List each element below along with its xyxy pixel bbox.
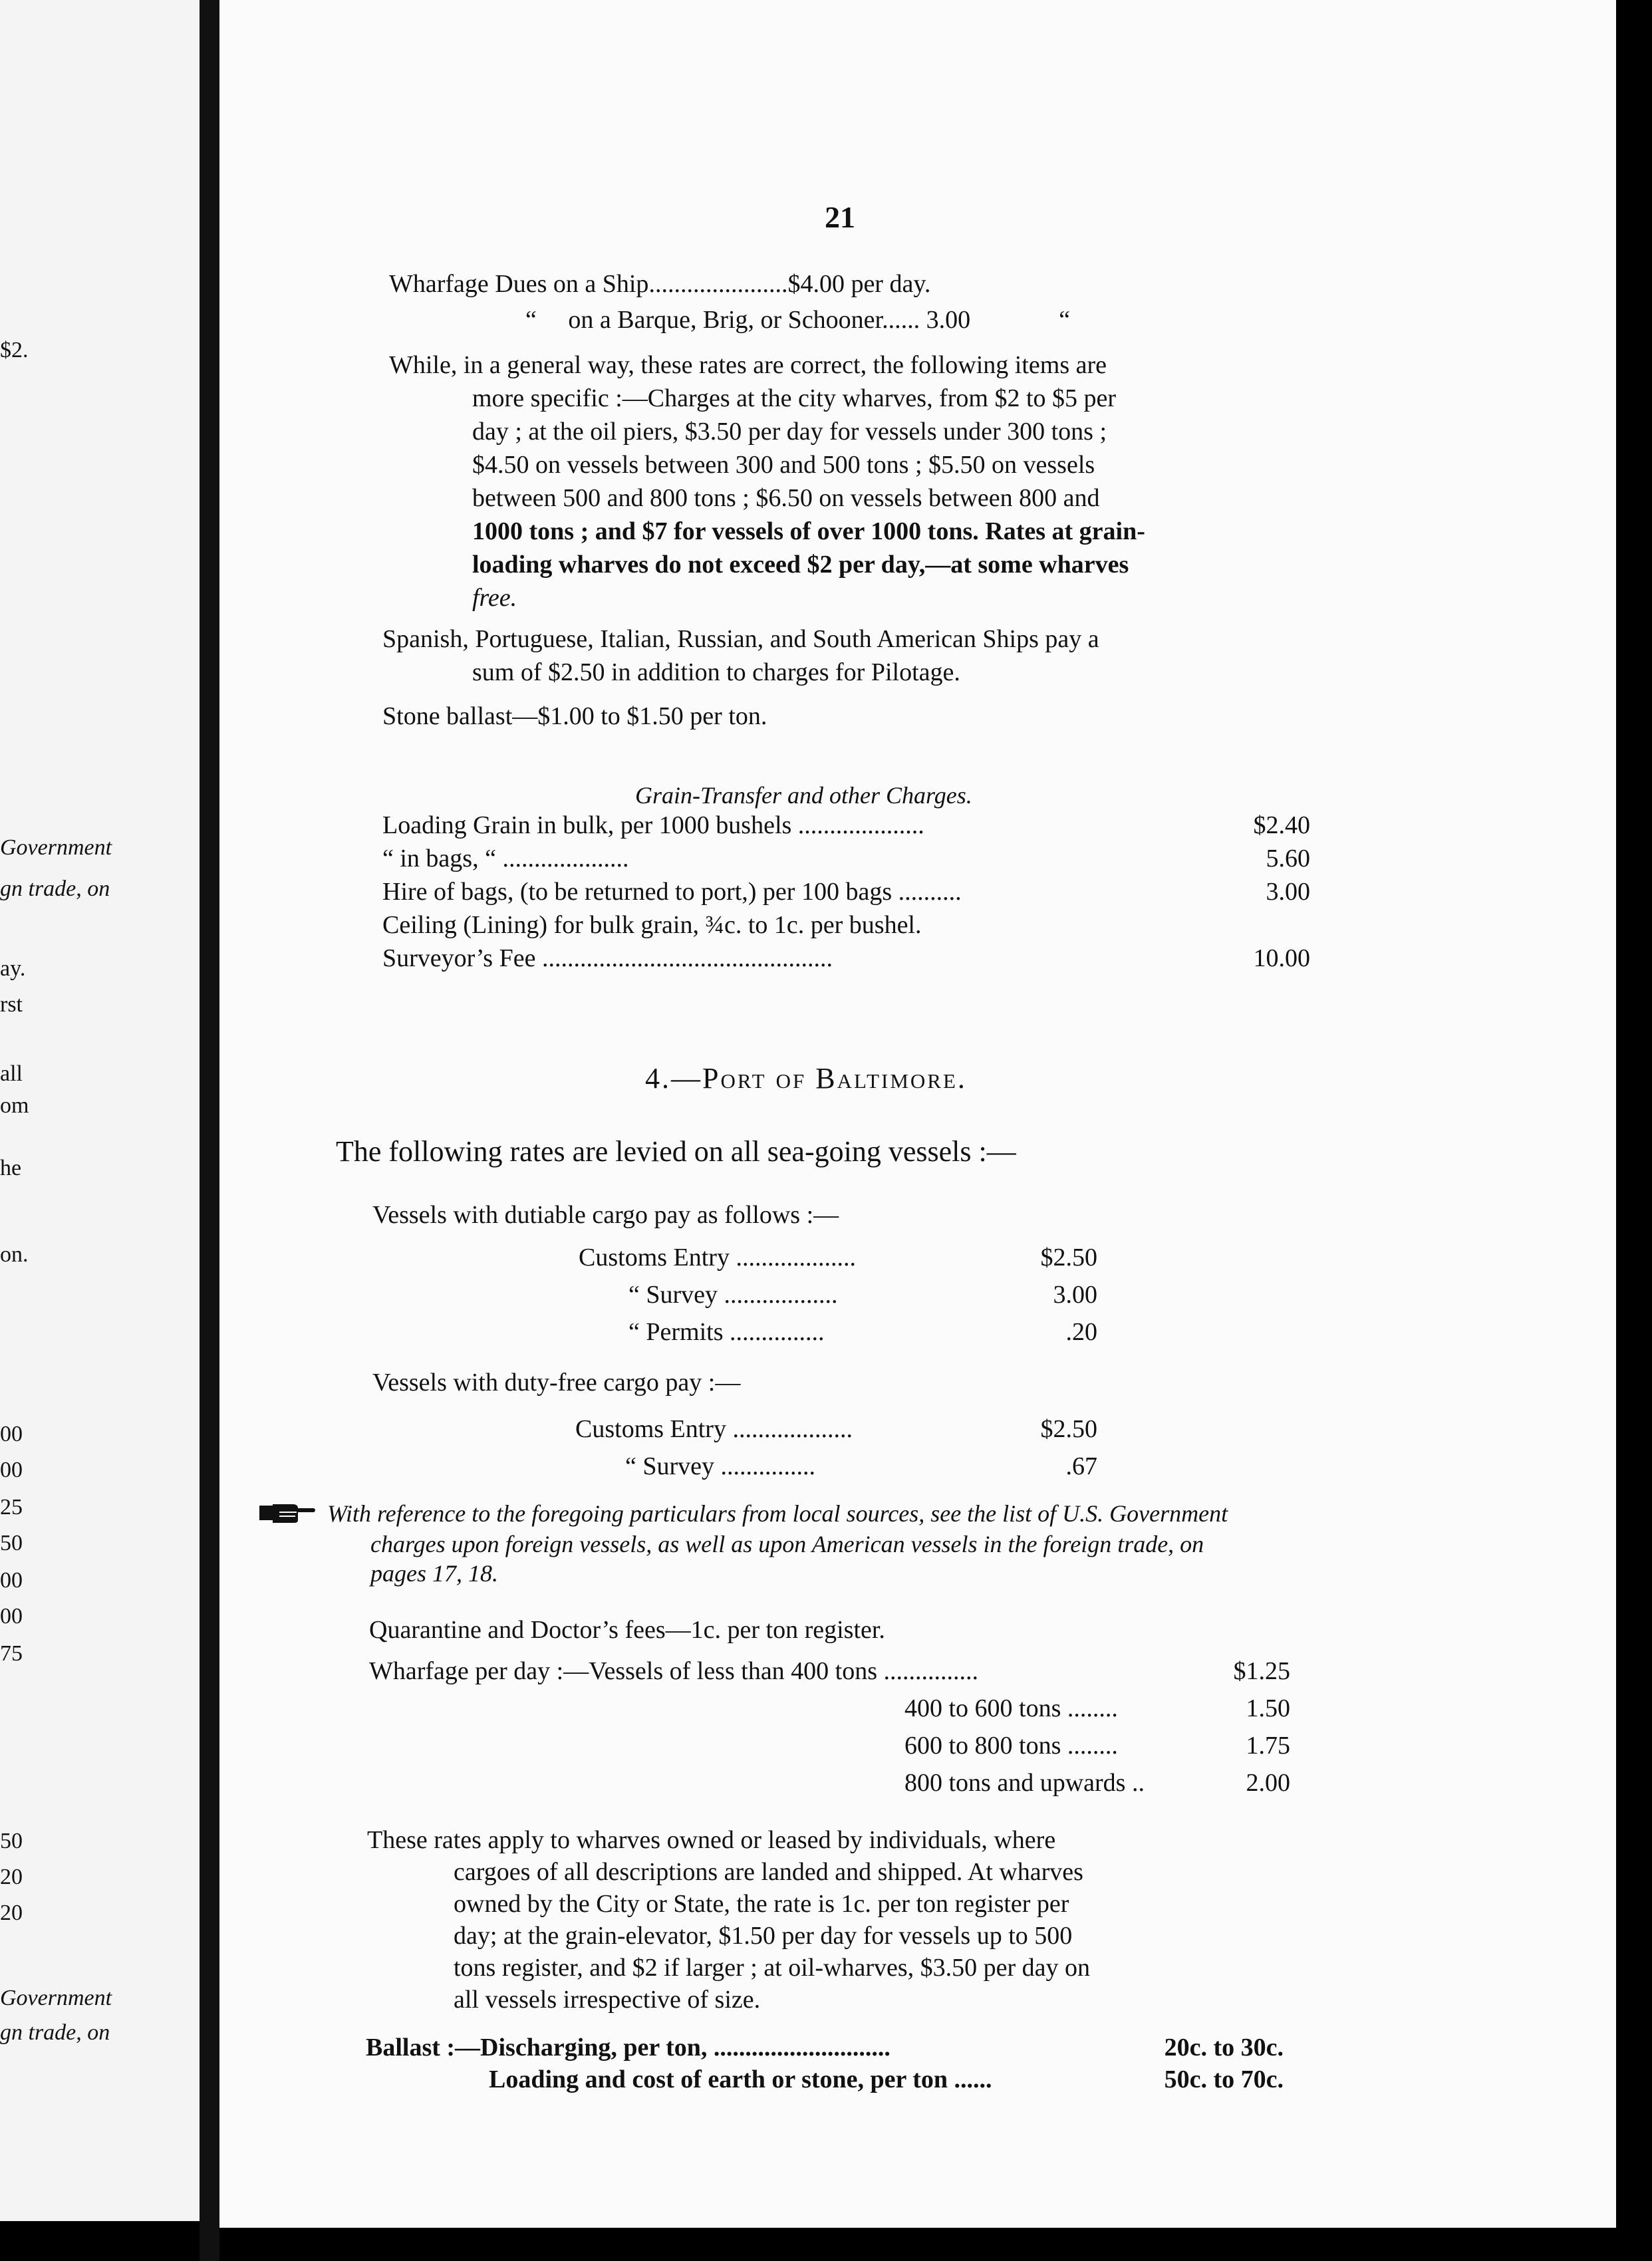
grain-charge-label: “ in bags, “ xyxy=(382,845,496,872)
spanish-ships-line-2: sum of $2.50 in addition to charges for Pilotage. xyxy=(472,658,960,686)
facing-page-text: 20 xyxy=(0,1901,23,1925)
facing-page-text: 25 xyxy=(0,1495,23,1520)
grain-charge-row xyxy=(382,846,628,871)
book-gutter xyxy=(200,0,219,2261)
ballast-rate-label: Loading and cost of earth or stone, per ton xyxy=(489,2065,948,2093)
leader-dots: ............... xyxy=(714,1452,816,1480)
wharfage-ship-label: Wharfage Dues on a Ship xyxy=(389,270,649,298)
facing-page-text: 50 xyxy=(0,1531,23,1555)
rates-paragraph-line: cargoes of all descriptions are landed and shipped. At wharves xyxy=(454,1858,1083,1886)
grain-charge-row xyxy=(382,879,962,904)
leader-dots: .................. xyxy=(718,1281,838,1309)
rates-paragraph-line: day; at the grain-elevator, $1.50 per day for vessels up to 500 xyxy=(454,1922,1073,1950)
facing-page-text: all xyxy=(0,1061,23,1086)
grain-charge-row xyxy=(382,813,924,838)
paragraph-line: more specific :—Charges at the city wharves, from $2 to $5 per xyxy=(472,384,1117,412)
leader-dots: .............................................. xyxy=(535,944,833,972)
facing-page-text: rst xyxy=(0,992,23,1017)
grain-charge-amount: 10.00 xyxy=(1253,944,1310,972)
paragraph-line: 1000 tons ; and $7 for vessels of over 1000 tons. Rates at grain- xyxy=(472,517,1145,545)
facing-page-text: 75 xyxy=(0,1641,23,1666)
facing-page-text: $2. xyxy=(0,338,29,362)
paragraph-line: While, in a general way, these rates are correct, the following items are xyxy=(389,351,1107,379)
leader-dots: ................... xyxy=(726,1415,853,1443)
paragraph-line: loading wharves do not exceed $2 per day,—at some wharves xyxy=(472,551,1129,579)
facing-page-text: om xyxy=(0,1093,29,1118)
wharfage-ship-amount: $4.00 per day. xyxy=(787,270,931,298)
note-line: pages 17, 18. xyxy=(370,1560,498,1587)
ballast-rate-row xyxy=(366,2035,891,2060)
leader-dots: .................... xyxy=(495,845,629,872)
spanish-ships-line-1: Spanish, Portuguese, Italian, Russian, and South American Ships pay a xyxy=(382,625,1099,653)
wharfage-rate-amount: 2.00 xyxy=(1246,1769,1290,1797)
paragraph-line: day ; at the oil piers, $3.50 per day for vessels under 300 tons ; xyxy=(472,418,1107,446)
grain-charge-label: Hire of bags, (to be returned to port,) per 100 bags xyxy=(382,878,893,906)
wharfage-barque-amount: 3.00 xyxy=(926,306,971,334)
dutyfree-charge-row xyxy=(625,1454,815,1479)
facing-page-text: 20 xyxy=(0,1865,23,1889)
note-line: charges upon foreign vessels, as well as upon American vessels in the foreign trade, on xyxy=(370,1531,1204,1557)
dutyfree-charge-row xyxy=(575,1416,853,1442)
grain-charge-label: Loading Grain in bulk, per 1000 bushels xyxy=(382,811,792,839)
leader-dots: ............... xyxy=(723,1318,825,1346)
ditto-mark: “ xyxy=(1059,306,1070,334)
wharfage-rate-amount: 1.75 xyxy=(1246,1732,1290,1760)
rates-paragraph-line: tons register, and $2 if larger ; at oil-wharves, $3.50 per day on xyxy=(454,1954,1091,1982)
grain-charge-amount: 5.60 xyxy=(1266,845,1310,872)
leader-dots: ........ xyxy=(1061,1732,1118,1760)
rates-paragraph-line: owned by the City or State, the rate is 1c. per ton register per xyxy=(454,1890,1069,1918)
dutyfree-charge-amount: $2.50 xyxy=(1040,1415,1097,1443)
quarantine-line: Quarantine and Doctor’s fees—1c. per ton register. xyxy=(369,1616,885,1644)
dutyfree-cargo-intro: Vessels with duty-free cargo pay :— xyxy=(372,1369,741,1396)
paragraph-line: $4.50 on vessels between 300 and 500 tons ; $5.50 on vessels xyxy=(472,451,1095,479)
dutyfree-charge-label: “ Survey xyxy=(625,1452,715,1480)
wharfage-rate-label: 600 to 800 tons xyxy=(904,1732,1061,1760)
wharfage-ship-line xyxy=(389,271,1546,297)
leader-dots: ........ xyxy=(1061,1694,1118,1722)
stone-ballast-line: Stone ballast—$1.00 to $1.50 per ton. xyxy=(382,702,767,730)
leader-dots: ................... xyxy=(729,1244,856,1271)
dutiable-charge-label: Customs Entry xyxy=(579,1244,730,1271)
facing-page-text: he xyxy=(0,1156,22,1180)
dutiable-charge-row xyxy=(628,1319,824,1345)
dutiable-charge-label: “ Survey xyxy=(628,1281,718,1309)
dutyfree-charge-amount: .67 xyxy=(1065,1452,1097,1480)
grain-charge-label: Surveyor’s Fee xyxy=(382,944,536,972)
dutiable-charge-label: “ Permits xyxy=(628,1318,724,1346)
facing-page-text: on. xyxy=(0,1242,29,1267)
wharfage-rate-amount: 1.50 xyxy=(1246,1694,1290,1722)
ballast-rate-label: Ballast :—Discharging, per ton, xyxy=(366,2034,708,2062)
dutyfree-charge-label: Customs Entry xyxy=(575,1415,726,1443)
leader-dots: .................... xyxy=(791,811,924,839)
ditto-mark: “ xyxy=(525,306,537,334)
facing-page-text: 00 xyxy=(0,1604,23,1629)
facing-page-text: Government xyxy=(0,835,112,860)
facing-page-text: gn trade, on xyxy=(0,2020,110,2045)
wharfage-rate-amount: $1.25 xyxy=(1233,1657,1290,1685)
grain-charge-amount: 3.00 xyxy=(1266,878,1310,906)
wharfage-barque-line xyxy=(525,307,1070,332)
leader-dots: ...................... xyxy=(648,270,788,298)
note-line: With reference to the foregoing particulars from local sources, see the list of U.S. Government xyxy=(327,1500,1228,1527)
dutiable-cargo-intro: Vessels with dutiable cargo pay as follows :— xyxy=(372,1201,839,1229)
paragraph-line: between 500 and 800 tons ; $6.50 on vessels between 800 and xyxy=(472,484,1100,512)
facing-page-text: 00 xyxy=(0,1422,23,1446)
grain-charge-row xyxy=(382,912,922,938)
dutiable-charge-row xyxy=(579,1245,856,1270)
dutiable-charge-amount: .20 xyxy=(1065,1318,1097,1346)
grain-charge-label: Ceiling (Lining) for bulk grain, ¾c. to 1c. per bushel. xyxy=(382,911,922,939)
ballast-rate-amount: 50c. to 70c. xyxy=(1164,2065,1284,2093)
leader-dots: ............................ xyxy=(707,2034,891,2062)
baltimore-intro: The following rates are levied on all sea-going vessels :— xyxy=(336,1135,1016,1168)
port-of-baltimore-heading: 4.—Port of Baltimore. xyxy=(645,1062,967,1095)
facing-page-text: 00 xyxy=(0,1568,23,1593)
dutiable-charge-amount: $2.50 xyxy=(1040,1244,1097,1271)
wharfage-rate-label: Wharfage per day :—Vessels of less than 400 tons xyxy=(369,1657,878,1685)
dutiable-charge-amount: 3.00 xyxy=(1053,1281,1097,1309)
paragraph-line: free. xyxy=(472,584,517,612)
wharfage-rate-row xyxy=(369,1659,978,1684)
wharfage-rate-label: 400 to 600 tons xyxy=(904,1694,1061,1722)
leader-dots: ...... xyxy=(882,306,920,334)
leader-dots: .......... xyxy=(892,878,962,906)
facing-page-text: 00 xyxy=(0,1458,23,1482)
facing-page-fragment xyxy=(0,0,200,2221)
facing-page-text: gn trade, on xyxy=(0,876,110,901)
leader-dots: ............... xyxy=(877,1657,979,1685)
ballast-rate-row xyxy=(489,2067,992,2092)
facing-page-text: 50 xyxy=(0,1829,23,1853)
grain-charge-amount: $2.40 xyxy=(1253,811,1310,839)
ballast-rate-amount: 20c. to 30c. xyxy=(1164,2034,1284,2062)
facing-page-text: Government xyxy=(0,1986,112,2010)
leader-dots: .. xyxy=(1125,1769,1145,1797)
facing-page-text: ay. xyxy=(0,956,26,981)
grain-charge-row xyxy=(382,946,833,971)
rates-paragraph-line: These rates apply to wharves owned or leased by individuals, where xyxy=(367,1826,1056,1854)
wharfage-barque-label: on a Barque, Brig, or Schooner xyxy=(568,306,883,334)
pointing-hand-icon xyxy=(259,1499,317,1526)
rates-paragraph-line: all vessels irrespective of size. xyxy=(454,1986,761,2014)
leader-dots: ...... xyxy=(948,2065,992,2093)
grain-transfer-heading: Grain-Transfer and other Charges. xyxy=(635,782,972,809)
wharfage-rate-label: 800 tons and upwards xyxy=(904,1769,1126,1797)
page-21 xyxy=(219,0,1616,2228)
dutiable-charge-row xyxy=(628,1282,838,1307)
page-number: 21 xyxy=(825,200,855,234)
